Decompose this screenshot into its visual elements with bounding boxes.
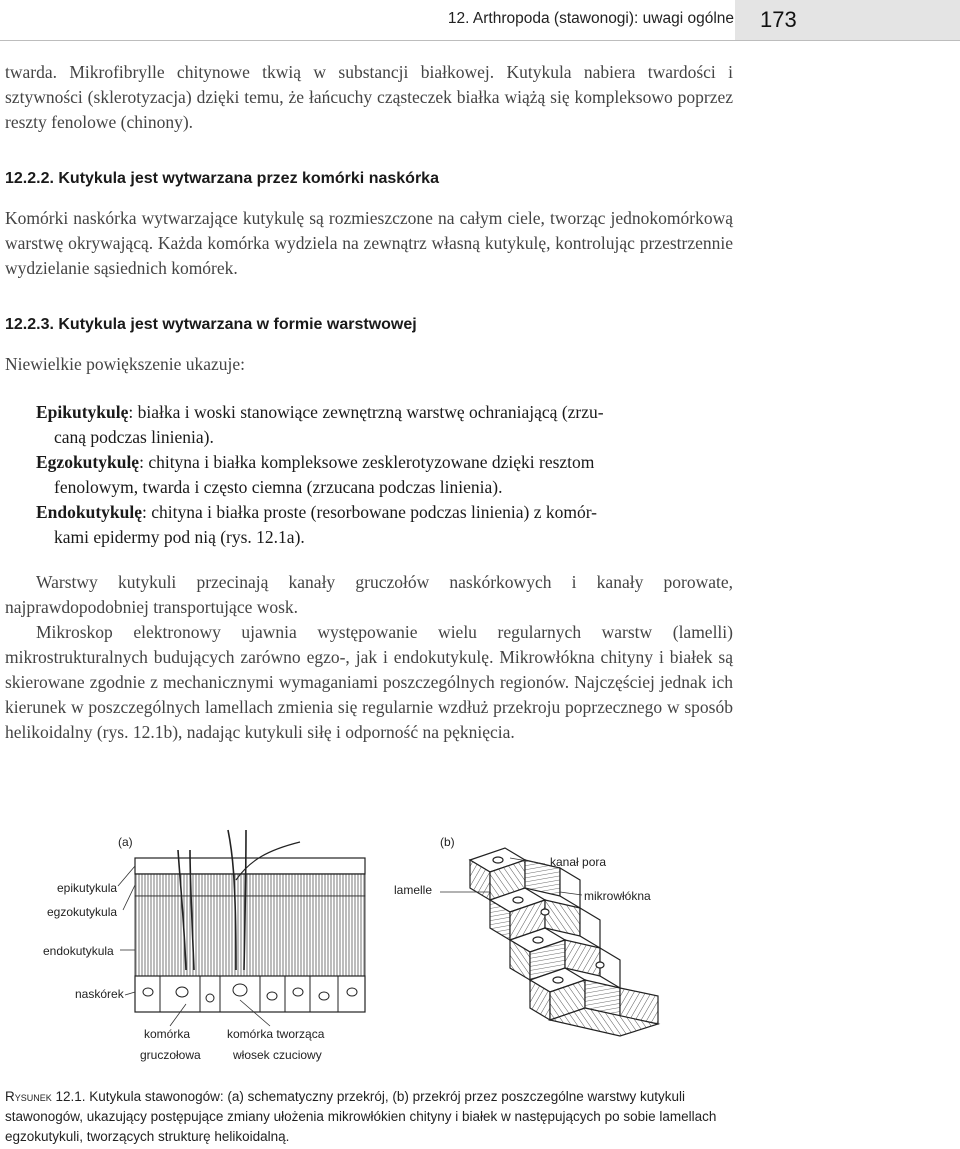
- definition-egzokutykula: [36, 450, 733, 500]
- label-egzokutykula: egzokutykula: [47, 905, 118, 919]
- definition-text-cont: kami epidermy pod nią (rys. 12.1a).: [54, 527, 305, 547]
- definition-text: : chityna i białka kompleksowe zesklerotyzowane dzięki resztom: [139, 452, 595, 472]
- figure-12-1: [0, 820, 960, 1082]
- intro-paragraph: twarda. Mikrofibrylle chitynowe tkwią w substancji białkowej. Kutykula nabiera twardości i sztywności (sklerotyzacja) dzięki temu, że łańcuchy cząsteczek białka wiążą się kompleksowo poprzez reszty fenolowe (chinony).: [5, 62, 733, 132]
- definition-text: : białka i woski stanowiące zewnętrzną warstwę ochraniającą (zrzu-: [128, 402, 604, 422]
- section-12-2-2-paragraph: Komórki naskórka wytwarzające kutykulę są rozmieszczone na całym ciele, tworząc jednokomórkową warstwę okrywającą. Każda komórka wydziela na zewnątrz własną kutykulę, kontrolując przestrzennie wydzielanie sąsiednich komórek.: [5, 208, 733, 278]
- paragraph-mikroskop: Mikroskop elektronowy ujawnia występowanie wielu regularnych warstw (lamelli) mikrostrukturalnych budujących zarówno egzo-, jak i endokutykulę. Mikrowłókna chityny i białek są skierowane zgodnie z mechanicznymi wymaganiami poszczególnych regionów. Najczęściej jednak ich kierunek w poszczególnych lamellach zmienia się regularnie wzdłuż przekroju poprzecznego w sposób helikoidalny (rys. 12.1b), nadając kutykuli siłę i odporność na pęknięcia.: [5, 622, 733, 742]
- label-naskorek: naskórek: [75, 987, 124, 1001]
- section-heading-12-2-2: 12.2.2. Kutykula jest wytwarzana przez komórki naskórka: [5, 170, 439, 187]
- section-heading-12-2-3: 12.2.3. Kutykula jest wytwarzana w formie warstwowej: [5, 316, 417, 333]
- caption-prefix: Rysunek 12.1.: [5, 1089, 86, 1104]
- definition-term: Epikutykulę: [36, 402, 129, 422]
- cuticle-cross-section-diagram: [135, 830, 365, 1012]
- figure-caption: [5, 1087, 725, 1147]
- definition-text-cont: fenolowym, twarda i często ciemna (zrzucana podczas linienia).: [54, 477, 503, 497]
- label-komorka-tworzaca-1: komórka tworząca: [227, 1027, 325, 1041]
- label-komorka-gruczolowa-2: gruczołowa: [140, 1048, 201, 1062]
- definition-endokutykula: [36, 500, 733, 550]
- label-mikrowlokna: mikrowłókna: [584, 889, 651, 903]
- definition-term: Endokutykulę: [36, 502, 143, 522]
- definition-text: : chityna i białka proste (resorbowane podczas linienia) z komór-: [142, 502, 598, 522]
- running-head: 12. Arthropoda (stawonogi): uwagi ogólne: [447, 10, 734, 27]
- panel-b-label: (b): [440, 835, 455, 849]
- label-endokutykula: endokutykula: [43, 944, 114, 958]
- definition-term: Egzokutykulę: [36, 452, 140, 472]
- caption-text: Kutykula stawonogów: (a) schematyczny przekrój, (b) przekrój przez poszczególne warstwy kutykuli stawonogów, ukazujący postępujące zmiany ułożenia mikrowłókien chityny i białek w następujących po sobie lamellach egzokutykuli, tworzących strukturę helikoidalną.: [5, 1089, 717, 1144]
- page-number: 173: [760, 7, 797, 32]
- header-rule: [0, 40, 960, 41]
- panel-a-label: (a): [118, 835, 133, 849]
- label-komorka-tworzaca-2: włosek czuciowy: [233, 1048, 322, 1062]
- label-kanal-pora: kanał pora: [550, 855, 607, 869]
- definition-text-cont: caną podczas linienia).: [54, 427, 214, 447]
- label-lamelle: lamelle: [394, 883, 433, 897]
- label-komorka-gruczolowa-1: komórka: [144, 1027, 191, 1041]
- lamellae-staircase-diagram: [470, 848, 658, 1036]
- label-epikutykula: epikutykula: [57, 881, 118, 895]
- section-12-2-3-intro: Niewielkie powiększenie ukazuje:: [5, 354, 246, 374]
- paragraph-kanaly: Warstwy kutykuli przecinają kanały gruczołów naskórkowych i kanały porowate, najprawdopodobniej transportujące wosk.: [5, 572, 733, 617]
- definition-epikutykula: [36, 400, 733, 450]
